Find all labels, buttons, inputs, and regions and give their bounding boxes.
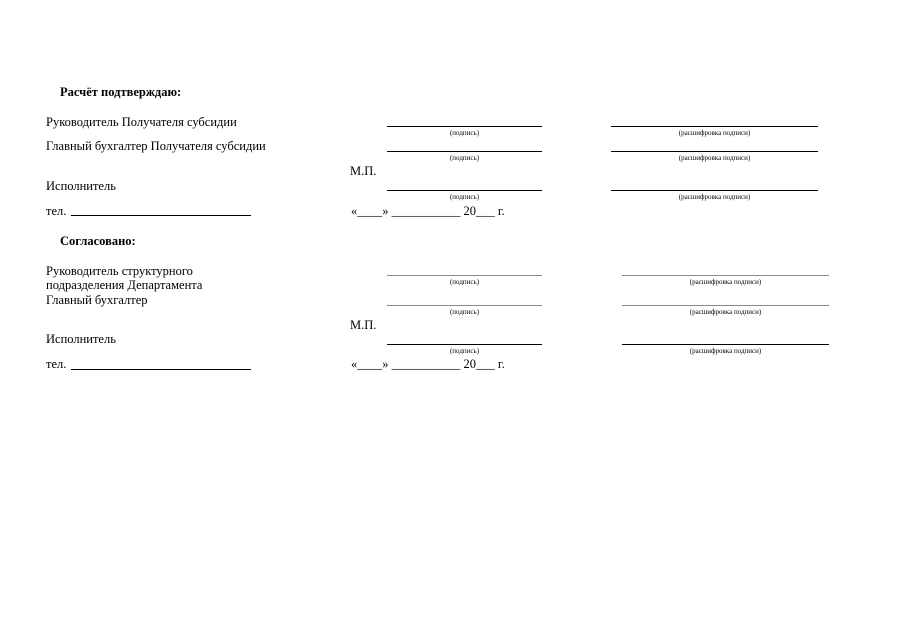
decoding-line-structural-head[interactable] — [622, 275, 829, 276]
tel-input-line[interactable] — [71, 369, 251, 370]
caption-decoding: (расшифровка подписи) — [678, 129, 751, 137]
signature-line-executor-dept[interactable] — [387, 344, 542, 345]
tel-input-line[interactable] — [71, 215, 251, 216]
signature-line-chief-accountant-dept[interactable] — [387, 305, 542, 306]
caption-signature: (подпись) — [449, 308, 480, 316]
decoding-line-head-recipient[interactable] — [611, 126, 818, 127]
label-executor: Исполнитель — [46, 179, 116, 193]
signature-line-head-recipient[interactable] — [387, 126, 542, 127]
signature-line-chief-accountant[interactable] — [387, 151, 542, 152]
stamp-mark: М.П. — [350, 164, 377, 178]
decoding-line-chief-accountant[interactable] — [611, 151, 818, 152]
tel-label: тел. — [46, 357, 67, 371]
caption-decoding: (расшифровка подписи) — [689, 308, 762, 316]
date-field: «____» ___________ 20___ г. — [351, 204, 505, 218]
caption-signature: (подпись) — [449, 347, 480, 355]
label-chief-accountant: Главный бухгалтер — [46, 293, 148, 307]
caption-signature: (подпись) — [449, 278, 480, 286]
label-head-structural-unit-line1: Руководитель структурного — [46, 264, 193, 278]
label-executor-dept: Исполнитель — [46, 332, 116, 346]
decoding-line-chief-accountant-dept[interactable] — [622, 305, 829, 306]
caption-signature: (подпись) — [449, 154, 480, 162]
caption-decoding: (расшифровка подписи) — [678, 193, 751, 201]
caption-signature: (подпись) — [449, 129, 480, 137]
heading-agreed: Согласовано: — [60, 234, 136, 248]
caption-signature: (подпись) — [449, 193, 480, 201]
heading-confirm: Расчёт подтверждаю: — [60, 85, 182, 99]
stamp-mark: М.П. — [350, 318, 377, 332]
label-head-structural-unit-line2: подразделения Департамента — [46, 278, 203, 292]
date-field: «____» ___________ 20___ г. — [351, 357, 505, 371]
label-head-recipient: Руководитель Получателя субсидии — [46, 115, 237, 129]
label-chief-accountant-recipient: Главный бухгалтер Получателя субсидии — [46, 139, 266, 153]
decoding-line-executor[interactable] — [611, 190, 818, 191]
caption-decoding: (расшифровка подписи) — [689, 278, 762, 286]
signature-line-structural-head[interactable] — [387, 275, 542, 276]
caption-decoding: (расшифровка подписи) — [678, 154, 751, 162]
signature-line-executor[interactable] — [387, 190, 542, 191]
tel-label: тел. — [46, 204, 67, 218]
decoding-line-executor-dept[interactable] — [622, 344, 829, 345]
caption-decoding: (расшифровка подписи) — [689, 347, 762, 355]
